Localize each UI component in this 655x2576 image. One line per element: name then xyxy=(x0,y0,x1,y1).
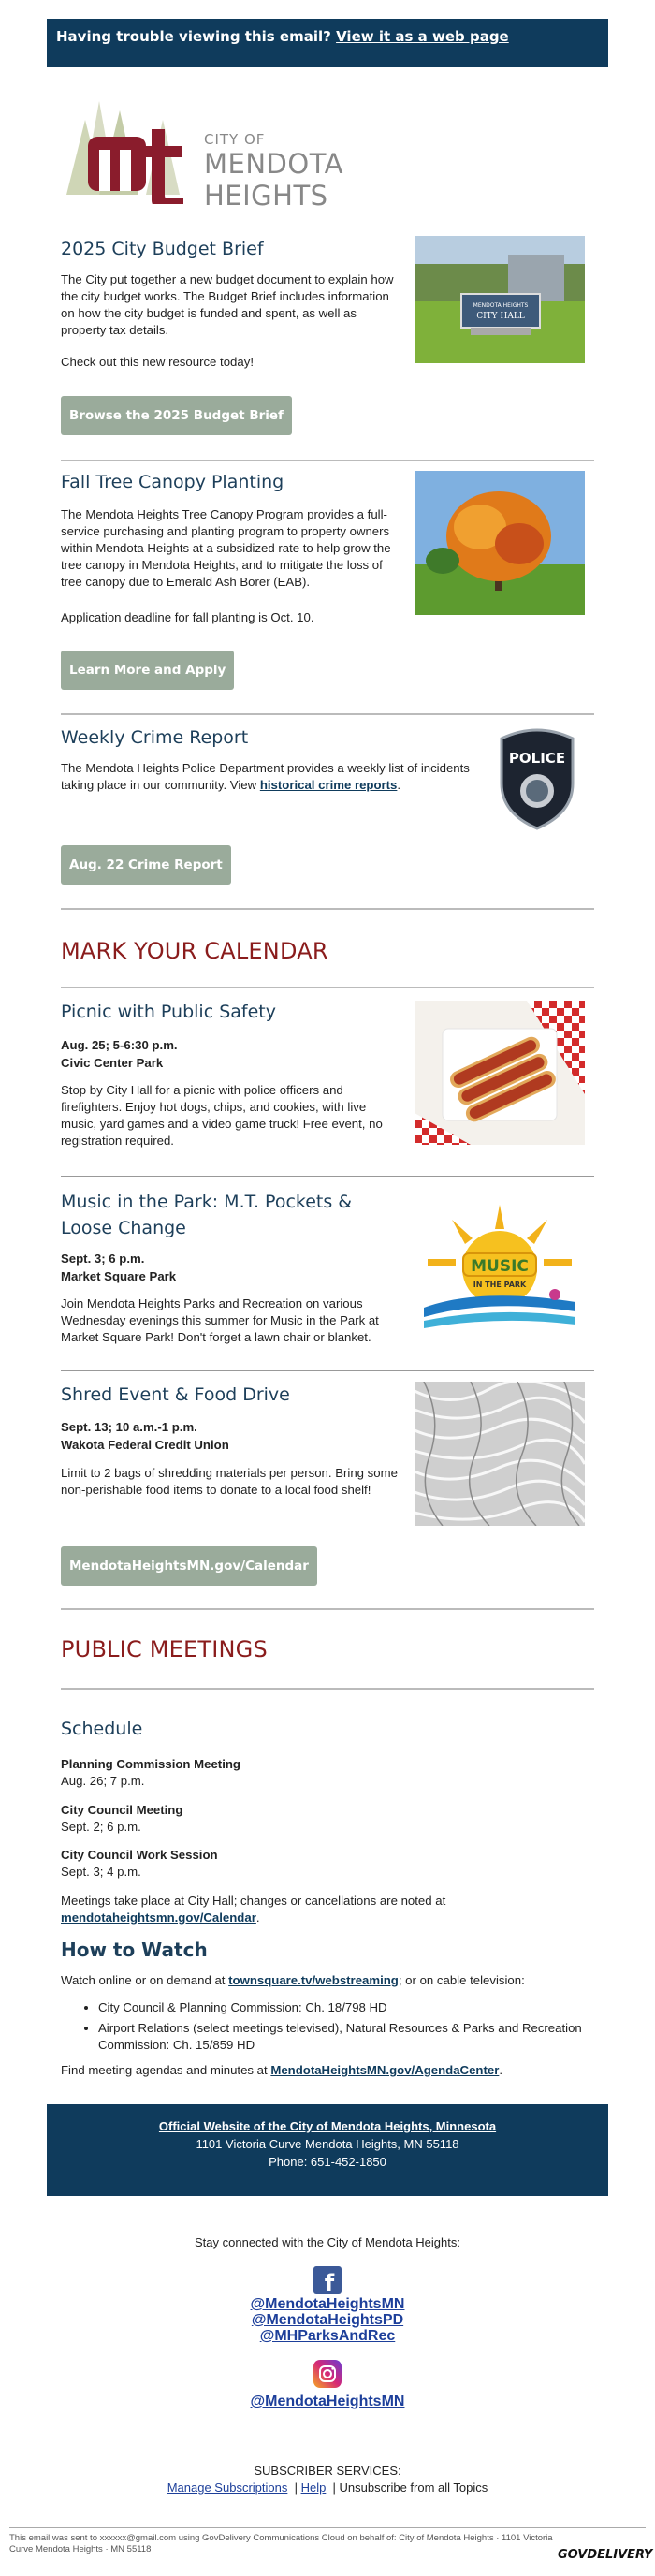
manage-subscriptions-link[interactable]: Manage Subscriptions xyxy=(167,2481,288,2495)
calendar-link[interactable]: mendotaheightsmn.gov/Calendar xyxy=(61,1910,256,1925)
hot-dogs-photo xyxy=(415,1001,585,1145)
tree-body: The Mendota Heights Tree Canopy Program provides a full-service purchasing and planting program to property owners within Mendota Heights at a subsidized rate to help grow the tree canopy in Mendota Heights, and to mitigate the loss of tree canopy due to Emerald Ash Borer (EAB). xyxy=(61,507,391,589)
view-web-page-link[interactable]: View it as a web page xyxy=(336,28,509,45)
meetings-note xyxy=(61,1893,519,1926)
tree-body2: Application deadline for fall planting is Oct. 10. xyxy=(61,610,314,624)
meeting-time: Aug. 26; 7 p.m. xyxy=(61,1774,145,1788)
divider xyxy=(61,1608,594,1610)
picnic-date: Aug. 25; 5-6:30 p.m. xyxy=(61,1038,178,1052)
picnic-body: Stop by City Hall for a picnic with police officers and firefighters. Enjoy hot dogs, chips, and cookies, with live music, yard games and a video game truck! Free event, no registration required. xyxy=(61,1083,383,1148)
divider xyxy=(61,1370,594,1371)
agenda-text-post: . xyxy=(499,2063,502,2077)
crime-body-text: The Mendota Heights Police Department provides a weekly list of incidents taking place in our community. View xyxy=(61,761,470,792)
meeting-time: Sept. 2; 6 p.m. xyxy=(61,1820,141,1834)
meetings-note-end: . xyxy=(255,1910,260,1925)
tree-title: Fall Tree Canopy Planting xyxy=(61,472,284,492)
meetings-note-text: Meetings take place at City Hall; changes or cancellations are noted at xyxy=(61,1894,446,1908)
historical-crime-reports-link[interactable]: historical crime reports xyxy=(259,778,398,792)
list-item: • City Council & Planning Commission: Ch. 18/798 HD xyxy=(98,1999,604,2016)
divider xyxy=(61,908,594,910)
webview-banner xyxy=(47,19,608,67)
agenda-text xyxy=(61,2062,585,2079)
meeting-name: City Council Meeting xyxy=(61,1803,183,1817)
subscriber-title: SUBSCRIBER SERVICES: xyxy=(254,2464,401,2478)
tree-learn-more-button[interactable]: Learn More and Apply xyxy=(61,651,234,690)
footer-phone: Phone: 651-452-1850 xyxy=(269,2155,386,2169)
logo-name: MENDOTA HEIGHTS xyxy=(204,148,343,212)
music-place: Market Square Park xyxy=(61,1269,177,1283)
footer-address: 1101 Victoria Curve Mendota Heights, MN 55118 xyxy=(196,2137,459,2151)
music-date: Sept. 3; 6 p.m. xyxy=(61,1251,145,1266)
badge-text: POLICE xyxy=(508,750,566,767)
city-logo[interactable] xyxy=(62,92,473,212)
bottom-notice: This email was sent to xxxxxx@gmail.com using GovDelivery Communications Cloud on behalf of: City of Mendota Heights · 1101 Victoria Curve Mendota Heights · MN 55118 xyxy=(9,2533,553,2554)
watch-text xyxy=(61,1972,585,1989)
sign-text-1: MENDOTA HEIGHTS xyxy=(473,302,529,309)
shredded-paper-photo xyxy=(415,1382,585,1526)
meeting-name: City Council Work Session xyxy=(61,1848,218,1862)
meeting-name: Planning Commission Meeting xyxy=(61,1757,240,1771)
meetings-heading: PUBLIC MEETINGS xyxy=(61,1636,268,1662)
list-item: • Airport Relations (select meetings televised), Natural Resources & Parks and Recreation Commission: Ch. 15/859 HD xyxy=(98,2020,604,2054)
social-intro: Stay connected with the City of Mendota Heights: xyxy=(195,2235,460,2249)
webstreaming-link[interactable]: townsquare.tv/webstreaming xyxy=(228,1973,399,1987)
music-in-the-park-logo xyxy=(415,1197,585,1341)
budget-body: The City put together a new budget document to explain how the city budget works. The Budget Brief includes information on how the city budget is funded and spent, as well as property tax details. xyxy=(61,272,394,337)
official-website-link[interactable]: Official Website of the City of Mendota Heights, Minnesota xyxy=(158,2119,497,2133)
music-title: Music in the Park: M.T. Pockets & Loose Change xyxy=(61,1192,353,1238)
divider xyxy=(61,1688,594,1690)
calendar-heading: MARK YOUR CALENDAR xyxy=(61,938,328,964)
unsubscribe-link[interactable]: Unsubscribe from all Topics xyxy=(339,2481,488,2495)
meeting-time: Sept. 3; 4 p.m. xyxy=(61,1865,141,1879)
calendar-link-button[interactable]: MendotaHeightsMN.gov/Calendar xyxy=(61,1546,317,1586)
govdelivery-logo: GOVDELIVERY xyxy=(558,2548,653,2562)
divider xyxy=(61,1176,594,1177)
crime-title: Weekly Crime Report xyxy=(61,727,249,748)
agenda-center-link[interactable]: MendotaHeightsMN.gov/AgendaCenter xyxy=(270,2063,500,2077)
shred-place: Wakota Federal Credit Union xyxy=(61,1438,229,1452)
watch-title: How to Watch xyxy=(61,1939,208,1961)
footer xyxy=(47,2104,608,2196)
schedule-title: Schedule xyxy=(61,1719,143,1739)
instagram-icon[interactable] xyxy=(0,2360,655,2393)
shred-title: Shred Event & Food Drive xyxy=(61,1384,290,1405)
watch-text-pre: Watch online or on demand at xyxy=(61,1973,229,1987)
divider xyxy=(61,460,594,461)
sign-text-2: CITY HALL xyxy=(476,312,525,321)
divider xyxy=(61,987,594,988)
logo-park-text: IN THE PARK xyxy=(473,1281,527,1289)
instagram-link[interactable]: @MendotaHeightsMN xyxy=(250,2393,405,2409)
logo-city-of: CITY OF xyxy=(204,131,266,148)
music-body: Join Mendota Heights Parks and Recreation on various Wednesday evenings this summer for Music in the Park at Market Square Park! Don't forget a lawn chair or blanket. xyxy=(61,1296,379,1344)
facebook-accounts xyxy=(0,2296,655,2344)
police-badge-icon xyxy=(498,727,576,830)
facebook-link[interactable]: @MHParksAndRec xyxy=(259,2328,396,2344)
webview-lead: Having trouble viewing this email? xyxy=(56,28,331,45)
bottom-divider xyxy=(9,2527,646,2528)
facebook-link[interactable]: @MendotaHeightsMN xyxy=(250,2296,405,2312)
divider xyxy=(61,713,594,715)
picnic-title: Picnic with Public Safety xyxy=(61,1002,276,1022)
crime-body xyxy=(61,760,487,794)
instagram-account xyxy=(0,2393,655,2410)
help-link[interactable]: Help xyxy=(300,2481,327,2495)
fall-tree-photo xyxy=(415,471,585,615)
crime-body-end: . xyxy=(397,778,401,792)
crime-report-button[interactable]: Aug. 22 Crime Report xyxy=(61,845,231,885)
agenda-text-pre: Find meeting agendas and minutes at xyxy=(61,2063,271,2077)
budget-body2: Check out this new resource today! xyxy=(61,355,254,369)
budget-title: 2025 City Budget Brief xyxy=(61,239,264,259)
facebook-icon[interactable] xyxy=(0,2266,655,2299)
watch-text-post: ; or on cable television: xyxy=(398,1973,525,1987)
city-hall-photo xyxy=(415,236,585,363)
svg-text:f: f xyxy=(324,2270,335,2294)
cable-channel-list xyxy=(75,1999,604,2057)
facebook-link[interactable]: @MendotaHeightsPD xyxy=(251,2312,404,2328)
picnic-place: Civic Center Park xyxy=(61,1056,164,1070)
logo-music-text: MUSIC xyxy=(471,1257,529,1276)
shred-body: Limit to 2 bags of shredding materials per person. Bring some non-perishable food items to donate to a local food shelf! xyxy=(61,1466,398,1497)
subscriber-links: Manage Subscriptions | Help | Unsubscribe from all Topics xyxy=(167,2481,488,2495)
shred-date: Sept. 13; 10 a.m.-1 p.m. xyxy=(61,1420,197,1434)
budget-brief-button[interactable]: Browse the 2025 Budget Brief xyxy=(61,396,292,435)
